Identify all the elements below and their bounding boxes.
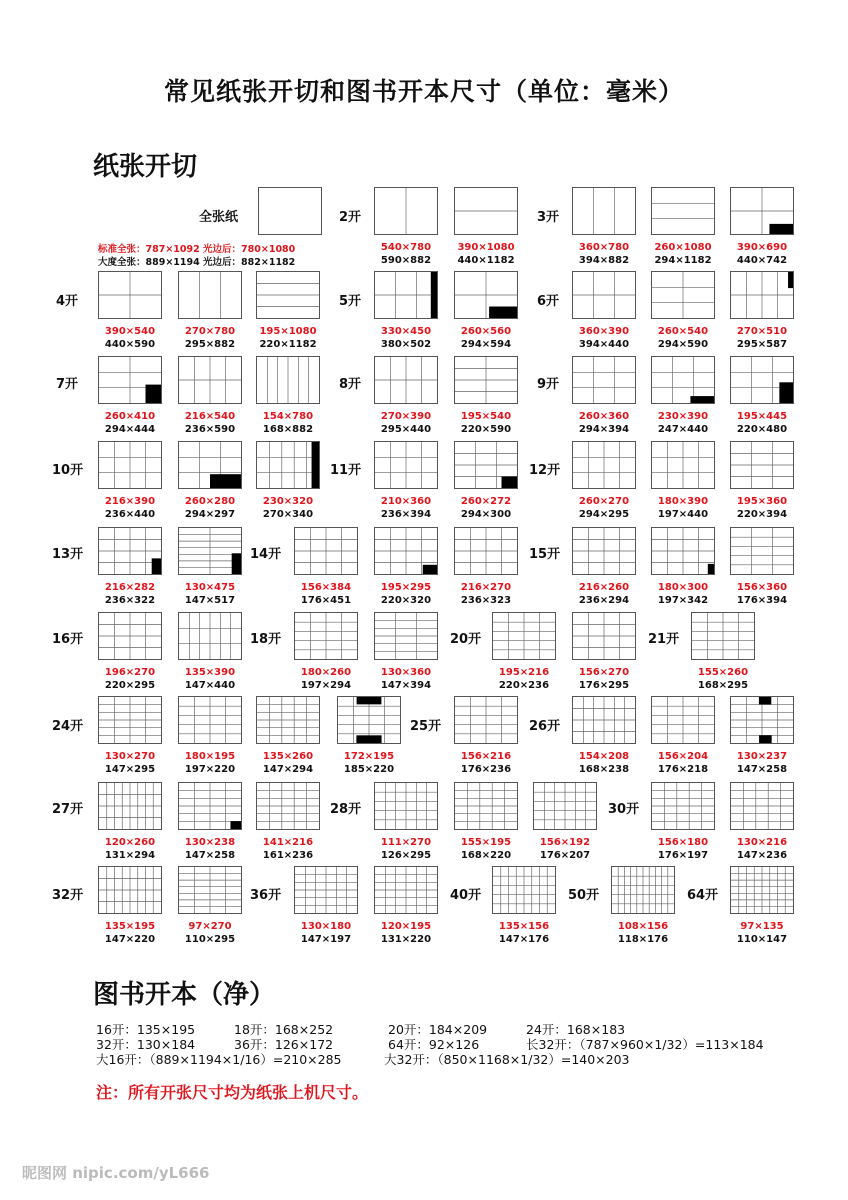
cut-diagram	[730, 271, 794, 319]
trimmed-size-label: 195×216	[498, 667, 550, 678]
cut-diagram	[178, 866, 242, 914]
trimmed-size-label: 180×195	[184, 751, 236, 762]
trimmed-size-label: 195×295	[380, 582, 432, 593]
untrimmed-size-label: 294×590	[657, 339, 709, 350]
untrimmed-size-label: 176×197	[657, 850, 709, 861]
untrimmed-size-label: 294×444	[104, 424, 156, 435]
untrimmed-size-label: 176×236	[460, 764, 512, 775]
trimmed-size-label: 130×237	[736, 751, 788, 762]
trimmed-size-label: 270×510	[736, 326, 788, 337]
cut-group-label: 64开	[687, 888, 719, 903]
cut-diagram	[454, 187, 518, 235]
untrimmed-size-label: 147×517	[184, 595, 236, 606]
trimmed-size-label: 120×195	[380, 921, 432, 932]
untrimmed-size-label: 295×587	[736, 339, 788, 350]
untrimmed-size-label: 380×502	[380, 339, 432, 350]
untrimmed-size-label: 270×340	[262, 509, 314, 520]
untrimmed-size-label: 220×480	[736, 424, 788, 435]
cut-diagram	[98, 356, 162, 404]
cut-diagram	[730, 441, 794, 489]
cut-diagram	[572, 187, 636, 235]
cut-group-label: 7开	[56, 377, 79, 392]
trimmed-size-label: 260×410	[104, 411, 156, 422]
trimmed-size-label: 540×780	[380, 242, 432, 253]
untrimmed-size-label: 185×220	[343, 764, 395, 775]
untrimmed-size-label: 176×218	[657, 764, 709, 775]
untrimmed-size-label: 197×342	[657, 595, 709, 606]
cut-diagram	[374, 866, 438, 914]
trimmed-size-label: 130×180	[300, 921, 352, 932]
trimmed-size-label: 155×195	[460, 837, 512, 848]
cut-diagram	[572, 612, 636, 660]
trimmed-size-label: 230×320	[262, 496, 314, 507]
cut-diagram	[178, 441, 242, 489]
cut-diagram	[256, 441, 320, 489]
cut-group-label: 10开	[52, 463, 84, 478]
cut-group-label: 32开	[52, 888, 84, 903]
untrimmed-size-label: 110×147	[736, 934, 788, 945]
trimmed-size-label: 260×1080	[654, 242, 712, 253]
cut-diagram	[374, 441, 438, 489]
untrimmed-size-label: 168×238	[578, 764, 630, 775]
cut-group-label: 28开	[330, 802, 362, 817]
trimmed-size-label: 216×260	[578, 582, 630, 593]
cut-diagram	[730, 782, 794, 830]
untrimmed-size-label: 220×1182	[259, 339, 317, 350]
cut-diagram	[651, 441, 715, 489]
untrimmed-size-label: 236×322	[104, 595, 156, 606]
untrimmed-size-label: 236×323	[460, 595, 512, 606]
trimmed-size-label: 172×195	[343, 751, 395, 762]
untrimmed-size-label: 590×882	[380, 255, 432, 266]
untrimmed-size-label: 147×440	[184, 680, 236, 691]
cut-diagram	[651, 271, 715, 319]
untrimmed-size-label: 147×258	[736, 764, 788, 775]
trimmed-size-label: 156×270	[578, 667, 630, 678]
trimmed-size-label: 180×390	[657, 496, 709, 507]
trimmed-size-label: 195×360	[736, 496, 788, 507]
cut-diagram	[651, 356, 715, 404]
untrimmed-size-label: 118×176	[617, 934, 669, 945]
trimmed-size-label: 154×780	[262, 411, 314, 422]
book-size-entry: 32开：130×184	[96, 1037, 196, 1052]
trimmed-size-label: 135×390	[184, 667, 236, 678]
untrimmed-size-label: 147×295	[104, 764, 156, 775]
trimmed-size-label: 130×238	[184, 837, 236, 848]
cut-diagram	[98, 612, 162, 660]
untrimmed-size-label: 294×295	[578, 509, 630, 520]
cut-diagram	[611, 866, 675, 914]
cut-diagram	[178, 612, 242, 660]
trimmed-size-label: 216×270	[460, 582, 512, 593]
trimmed-size-label: 141×216	[262, 837, 314, 848]
untrimmed-size-label: 176×207	[539, 850, 591, 861]
untrimmed-size-label: 295×882	[184, 339, 236, 350]
trimmed-size-label: 270×780	[184, 326, 236, 337]
book-size-entry: 大16开：（889×1194×1/16）=210×285	[96, 1052, 342, 1067]
cut-diagram	[98, 696, 162, 744]
untrimmed-size-label: 197×440	[657, 509, 709, 520]
untrimmed-size-label: 295×440	[380, 424, 432, 435]
cut-group-label: 16开	[52, 632, 84, 647]
cut-diagram	[337, 696, 401, 744]
trimmed-size-label: 120×260	[104, 837, 156, 848]
untrimmed-size-label: 294×297	[184, 509, 236, 520]
untrimmed-size-label: 236×440	[104, 509, 156, 520]
cut-diagram	[730, 187, 794, 235]
untrimmed-size-label: 147×294	[262, 764, 314, 775]
cut-diagram	[454, 527, 518, 575]
cut-diagram	[256, 782, 320, 830]
cut-diagram	[454, 271, 518, 319]
trimmed-size-label: 180×260	[300, 667, 352, 678]
watermark: 昵图网 nipic.com/yL666	[22, 1164, 210, 1182]
trimmed-size-label: 97×270	[188, 921, 232, 932]
trimmed-size-label: 156×384	[300, 582, 352, 593]
cut-diagram	[98, 527, 162, 575]
untrimmed-size-label: 236×294	[578, 595, 630, 606]
section-heading-book: 图书开本（净）	[93, 980, 276, 1010]
cut-group-label: 20开	[450, 632, 482, 647]
cut-group-label: 26开	[529, 719, 561, 734]
cut-diagram	[256, 696, 320, 744]
book-size-entry: 16开：135×195	[96, 1022, 196, 1037]
trimmed-size-label: 260×270	[578, 496, 630, 507]
trimmed-size-label: 260×360	[578, 411, 630, 422]
trimmed-size-label: 390×540	[104, 326, 156, 337]
cut-group-label: 30开	[608, 802, 640, 817]
untrimmed-size-label: 131×220	[380, 934, 432, 945]
cut-diagram	[98, 782, 162, 830]
untrimmed-size-label: 294×300	[460, 509, 512, 520]
cut-diagram	[454, 782, 518, 830]
untrimmed-size-label: 220×236	[498, 680, 550, 691]
full-sheet-large: 大度全张：889×1194 光边后：882×1182	[98, 257, 296, 268]
trimmed-size-label: 260×540	[657, 326, 709, 337]
cut-diagram	[651, 696, 715, 744]
trimmed-size-label: 156×192	[539, 837, 591, 848]
cut-diagram	[294, 612, 358, 660]
trimmed-size-label: 390×690	[736, 242, 788, 253]
cut-group-label: 15开	[529, 547, 561, 562]
untrimmed-size-label: 176×394	[736, 595, 788, 606]
untrimmed-size-label: 247×440	[657, 424, 709, 435]
cut-diagram	[178, 356, 242, 404]
cut-diagram	[651, 187, 715, 235]
trimmed-size-label: 216×390	[104, 496, 156, 507]
cut-diagram	[294, 527, 358, 575]
book-size-entry: 36开：126×172	[234, 1037, 334, 1052]
trimmed-size-label: 230×390	[657, 411, 709, 422]
cut-diagram	[98, 866, 162, 914]
cut-group-label: 2开	[339, 210, 362, 225]
trimmed-size-label: 135×195	[104, 921, 156, 932]
trimmed-size-label: 360×780	[578, 242, 630, 253]
untrimmed-size-label: 197×220	[184, 764, 236, 775]
trimmed-size-label: 155×260	[697, 667, 749, 678]
untrimmed-size-label: 440×742	[736, 255, 788, 266]
untrimmed-size-label: 147×176	[498, 934, 550, 945]
cut-group-label: 13开	[52, 547, 84, 562]
cut-group-label: 18开	[250, 632, 282, 647]
untrimmed-size-label: 440×590	[104, 339, 156, 350]
cut-group-label: 36开	[250, 888, 282, 903]
trimmed-size-label: 135×156	[498, 921, 550, 932]
trimmed-size-label: 154×208	[578, 751, 630, 762]
trimmed-size-label: 260×560	[460, 326, 512, 337]
trimmed-size-label: 195×540	[460, 411, 512, 422]
book-size-entry: 长32开：（787×960×1/32）=113×184	[526, 1037, 764, 1052]
untrimmed-size-label: 220×590	[460, 424, 512, 435]
cut-group-label: 9开	[537, 377, 560, 392]
book-size-entry: 64开：92×126	[388, 1037, 480, 1052]
full-sheet-standard: 标准全张：787×1092 光边后：780×1080	[98, 244, 296, 255]
untrimmed-size-label: 168×295	[697, 680, 749, 691]
cut-group-label: 50开	[568, 888, 600, 903]
cut-diagram	[572, 441, 636, 489]
cut-diagram	[258, 187, 322, 235]
full-sheet-label: 全张纸	[199, 210, 239, 225]
cut-group-label: 6开	[537, 294, 560, 309]
cut-diagram	[730, 696, 794, 744]
trimmed-size-label: 260×280	[184, 496, 236, 507]
trimmed-size-label: 195×445	[736, 411, 788, 422]
cut-diagram	[730, 866, 794, 914]
cut-diagram	[730, 356, 794, 404]
cut-group-label: 14开	[250, 547, 282, 562]
untrimmed-size-label: 126×295	[380, 850, 432, 861]
cut-diagram	[294, 866, 358, 914]
cut-group-label: 5开	[339, 294, 362, 309]
cut-group-label: 21开	[648, 632, 680, 647]
cut-group-label: 25开	[410, 719, 442, 734]
cut-diagram	[374, 527, 438, 575]
untrimmed-size-label: 236×590	[184, 424, 236, 435]
untrimmed-size-label: 440×1182	[457, 255, 515, 266]
trimmed-size-label: 108×156	[617, 921, 669, 932]
cut-diagram	[730, 527, 794, 575]
page-title: 常见纸张开切和图书开本尺寸（单位：毫米）	[163, 77, 684, 106]
trimmed-size-label: 130×360	[380, 667, 432, 678]
cut-diagram	[98, 271, 162, 319]
untrimmed-size-label: 168×882	[262, 424, 314, 435]
cut-group-label: 8开	[339, 377, 362, 392]
cut-diagram	[374, 612, 438, 660]
untrimmed-size-label: 110×295	[184, 934, 236, 945]
cut-group-label: 24开	[52, 719, 84, 734]
cut-diagram	[178, 696, 242, 744]
untrimmed-size-label: 147×220	[104, 934, 156, 945]
trimmed-size-label: 216×540	[184, 411, 236, 422]
untrimmed-size-label: 161×236	[262, 850, 314, 861]
cut-group-label: 12开	[529, 463, 561, 478]
untrimmed-size-label: 294×1182	[654, 255, 712, 266]
footnote: 注：所有开张尺寸均为纸张上机尺寸。	[96, 1083, 369, 1102]
cut-diagram	[374, 356, 438, 404]
trimmed-size-label: 156×360	[736, 582, 788, 593]
trimmed-size-label: 180×300	[657, 582, 709, 593]
cut-diagram	[374, 271, 438, 319]
book-size-entry: 24开：168×183	[526, 1022, 626, 1037]
untrimmed-size-label: 236×394	[380, 509, 432, 520]
untrimmed-size-label: 168×220	[460, 850, 512, 861]
trimmed-size-label: 210×360	[380, 496, 432, 507]
cut-diagram	[572, 271, 636, 319]
cut-diagram	[454, 696, 518, 744]
trimmed-size-label: 156×204	[657, 751, 709, 762]
untrimmed-size-label: 394×882	[578, 255, 630, 266]
section-heading-paper: 纸张开切	[93, 152, 198, 182]
trimmed-size-label: 390×1080	[457, 242, 515, 253]
untrimmed-size-label: 394×440	[578, 339, 630, 350]
cut-diagram	[492, 612, 556, 660]
cut-diagram	[454, 441, 518, 489]
trimmed-size-label: 156×216	[460, 751, 512, 762]
trimmed-size-label: 130×475	[184, 582, 236, 593]
trimmed-size-label: 135×260	[262, 751, 314, 762]
untrimmed-size-label: 220×394	[736, 509, 788, 520]
untrimmed-size-label: 176×451	[300, 595, 352, 606]
trimmed-size-label: 330×450	[380, 326, 432, 337]
trimmed-size-label: 195×1080	[259, 326, 317, 337]
book-size-entry: 大32开：（850×1168×1/32）=140×203	[384, 1052, 630, 1067]
cut-group-label: 4开	[56, 294, 79, 309]
untrimmed-size-label: 197×294	[300, 680, 352, 691]
cut-diagram	[691, 612, 755, 660]
cut-diagram	[256, 356, 320, 404]
cut-diagram	[651, 782, 715, 830]
trimmed-size-label: 97×135	[740, 921, 784, 932]
cut-diagram	[454, 356, 518, 404]
trimmed-size-label: 216×282	[104, 582, 156, 593]
trimmed-size-label: 360×390	[578, 326, 630, 337]
trimmed-size-label: 156×180	[657, 837, 709, 848]
cut-diagram	[572, 696, 636, 744]
cut-diagram	[256, 271, 320, 319]
untrimmed-size-label: 220×320	[380, 595, 432, 606]
untrimmed-size-label: 131×294	[104, 850, 156, 861]
book-size-entry: 18开：168×252	[234, 1022, 334, 1037]
untrimmed-size-label: 294×394	[578, 424, 630, 435]
trimmed-size-label: 260×272	[460, 496, 512, 507]
cut-diagram	[178, 782, 242, 830]
cut-group-label: 3开	[537, 210, 560, 225]
cut-diagram	[98, 441, 162, 489]
untrimmed-size-label: 147×258	[184, 850, 236, 861]
cut-diagram	[533, 782, 597, 830]
untrimmed-size-label: 220×295	[104, 680, 156, 691]
untrimmed-size-label: 147×197	[300, 934, 352, 945]
cut-group-label: 11开	[330, 463, 362, 478]
cut-group-label: 40开	[450, 888, 482, 903]
trimmed-size-label: 196×270	[104, 667, 156, 678]
trimmed-size-label: 130×270	[104, 751, 156, 762]
cut-diagram	[492, 866, 556, 914]
trimmed-size-label: 111×270	[380, 837, 432, 848]
book-size-entry: 20开：184×209	[388, 1022, 488, 1037]
cut-diagram	[178, 271, 242, 319]
cut-diagram	[178, 527, 242, 575]
cut-diagram	[374, 782, 438, 830]
trimmed-size-label: 270×390	[380, 411, 432, 422]
untrimmed-size-label: 294×594	[460, 339, 512, 350]
cut-diagram	[374, 187, 438, 235]
untrimmed-size-label: 147×394	[380, 680, 432, 691]
trimmed-size-label: 130×216	[736, 837, 788, 848]
cut-diagram	[572, 527, 636, 575]
untrimmed-size-label: 176×295	[578, 680, 630, 691]
cut-diagram	[651, 527, 715, 575]
cut-diagram	[572, 356, 636, 404]
cut-group-label: 27开	[52, 802, 84, 817]
untrimmed-size-label: 147×236	[736, 850, 788, 861]
